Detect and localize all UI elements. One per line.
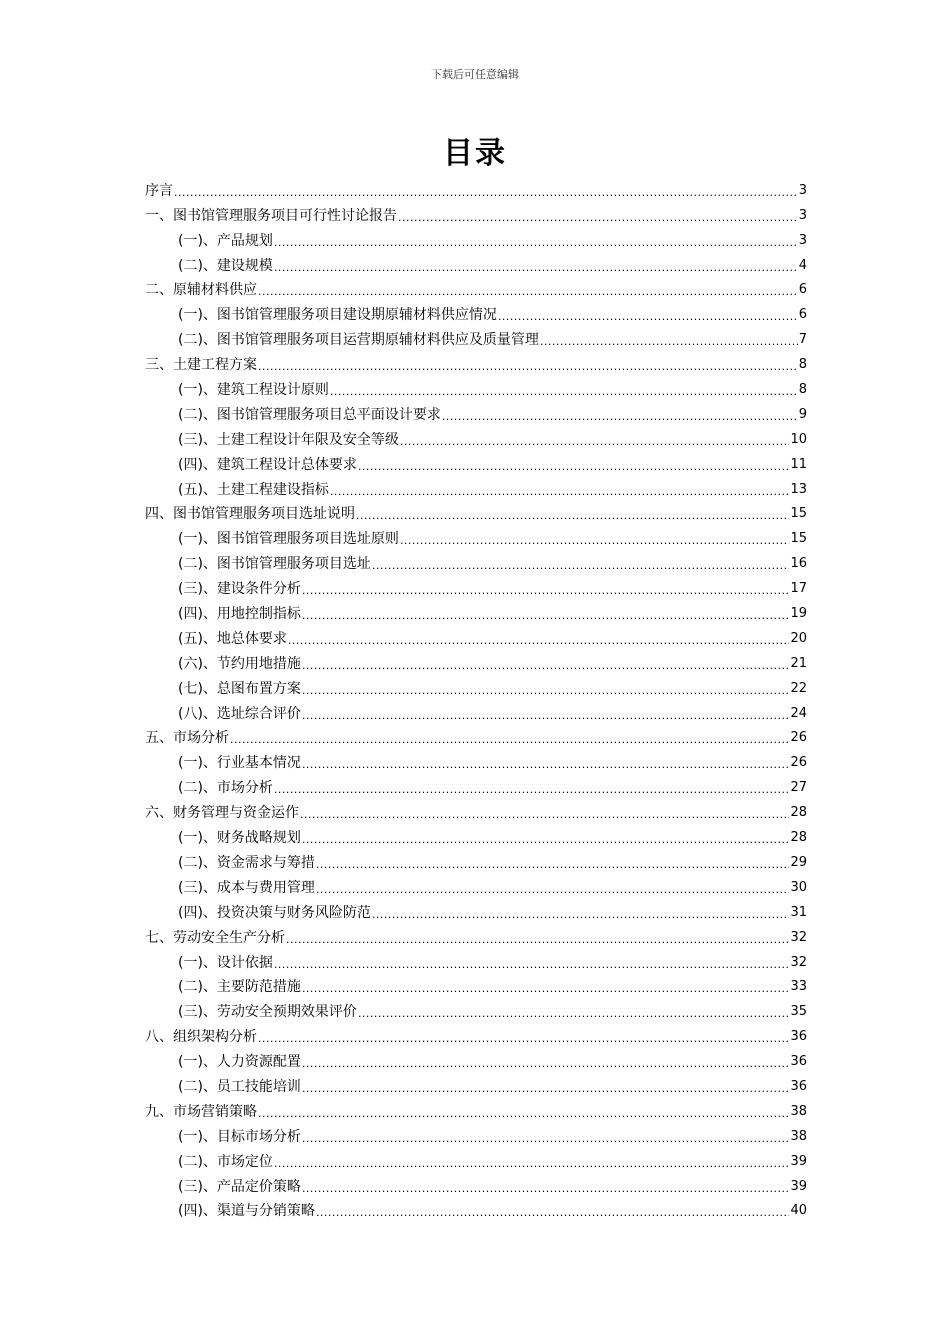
toc-entry-title: 五、市场分析 [145,730,229,747]
toc-entry-page-number: 32 [790,929,807,945]
toc-dot-leader [316,1206,790,1220]
toc-entry-title: (三)、产品定价策略 [178,1178,301,1195]
toc-entry-title: (一)、图书馆管理服务项目选址原则 [178,531,399,548]
toc-entry-page-number: 30 [790,879,807,895]
toc-entry-page-number: 26 [790,730,807,746]
toc-dot-leader [302,758,790,772]
toc-entry-title: (二)、建设规模 [178,257,273,274]
toc-dot-leader [302,1057,790,1071]
toc-entry-page-number: 15 [790,506,807,522]
toc-entry[interactable] [145,996,807,1021]
toc-dot-leader [400,435,790,449]
toc-entry-title: 九、市场营销策略 [145,1103,257,1120]
toc-entry-title: (三)、建设条件分析 [178,581,301,598]
toc-entry-page-number: 21 [790,655,807,671]
toc-entry-page-number: 11 [790,456,807,472]
toc-entry-title: (四)、建筑工程设计总体要求 [178,456,357,473]
toc-entry-page-number: 39 [790,1153,807,1169]
toc-entry-title: (八)、选址综合评价 [178,705,301,722]
toc-entry[interactable] [145,499,807,524]
toc-entry[interactable] [145,1021,807,1046]
toc-entry-page-number: 22 [790,680,807,696]
toc-entry[interactable] [145,474,807,499]
toc-entry[interactable] [145,1096,807,1121]
toc-entry-title: (一)、设计依据 [178,954,273,971]
toc-entry-title: (四)、投资决策与财务风险防范 [178,904,371,921]
toc-entry[interactable] [145,424,807,449]
toc-entry-page-number: 3 [798,232,807,248]
toc-entry[interactable] [145,673,807,698]
toc-entry-page-number: 16 [790,556,807,572]
toc-entry-title: (五)、地总体要求 [178,630,287,647]
toc-entry[interactable] [145,1046,807,1071]
toc-entry[interactable] [145,573,807,598]
toc-entry[interactable] [145,200,807,225]
toc-entry-page-number: 20 [790,630,807,646]
toc-entry-page-number: 19 [790,606,807,622]
toc-dot-leader [358,460,790,474]
toc-entry-title: (三)、成本与费用管理 [178,879,315,896]
toc-entry-page-number: 36 [790,1029,807,1045]
toc-entry[interactable] [145,324,807,349]
toc-entry-title: 序言 [145,182,173,199]
toc-entry-title: (二)、图书馆管理服务项目总平面设计要求 [178,406,441,423]
toc-dot-leader [442,410,798,424]
toc-dot-leader [372,559,790,573]
toc-entry-page-number: 27 [790,780,807,796]
toc-dot-leader [302,684,790,698]
toc-entry-page-number: 38 [790,1103,807,1119]
toc-entry-title: (一)、行业基本情况 [178,755,301,772]
toc-entry[interactable] [145,797,807,822]
toc-entry-title: (二)、资金需求与筹措 [178,854,315,871]
toc-entry[interactable] [145,897,807,922]
table-of-contents [145,175,807,1220]
toc-entry[interactable] [145,299,807,324]
toc-entry[interactable] [145,772,807,797]
toc-entry-title: (一)、图书馆管理服务项目建设期原辅材料供应情况 [178,307,497,324]
toc-entry-page-number: 31 [790,904,807,920]
page-title: 目录 [443,136,507,171]
toc-entry-title: (五)、土建工程建设指标 [178,481,329,498]
toc-entry-title: (一)、产品规划 [178,232,273,249]
toc-entry[interactable] [145,175,807,200]
toc-entry-page-number: 4 [798,257,807,273]
toc-entry-page-number: 29 [790,854,807,870]
toc-entry-title: (三)、土建工程设计年限及安全等级 [178,431,399,448]
toc-entry-title: (二)、员工技能培训 [178,1078,301,1095]
toc-entry-title: (六)、节约用地措施 [178,655,301,672]
toc-entry-page-number: 28 [790,830,807,846]
page-header: 下载后可任意编辑 [431,68,519,81]
toc-dot-leader [230,733,789,747]
toc-entry-page-number: 33 [790,979,807,995]
toc-entry-page-number: 8 [798,357,807,373]
toc-entry-page-number: 35 [790,1004,807,1020]
toc-entry-title: (四)、渠道与分销策略 [178,1203,315,1220]
toc-entry[interactable] [145,972,807,997]
toc-entry-page-number: 36 [790,1078,807,1094]
toc-dot-leader [274,783,790,797]
toc-dot-leader [302,584,790,598]
toc-entry-title: (一)、财务战略规划 [178,830,301,847]
toc-entry-title: (二)、图书馆管理服务项目选址 [178,556,371,573]
toc-entry-page-number: 28 [790,805,807,821]
toc-dot-leader [400,534,790,548]
toc-dot-leader [258,360,798,374]
toc-entry-page-number: 10 [790,431,807,447]
toc-entry[interactable] [145,698,807,723]
toc-entry-page-number: 15 [790,531,807,547]
toc-entry-page-number: 38 [790,1128,807,1144]
toc-entry-title: 八、组织架构分析 [145,1029,257,1046]
toc-dot-leader [286,933,789,947]
toc-entry-title: (一)、目标市场分析 [178,1128,301,1145]
toc-entry-page-number: 26 [790,755,807,771]
toc-dot-leader [300,808,789,822]
toc-entry[interactable] [145,1146,807,1171]
toc-entry[interactable] [145,1071,807,1096]
toc-entry-title: (四)、用地控制指标 [178,606,301,623]
toc-entry[interactable] [145,598,807,623]
toc-entry-page-number: 40 [790,1203,807,1219]
toc-entry[interactable] [145,922,807,947]
toc-entry-title: 一、图书馆管理服务项目可行性讨论报告 [145,207,397,224]
toc-entry[interactable] [145,847,807,872]
toc-entry-title: (七)、总图布置方案 [178,680,301,697]
toc-dot-leader [398,211,798,225]
toc-dot-leader [274,261,798,275]
toc-entry[interactable] [145,349,807,374]
toc-entry-page-number: 8 [798,382,807,398]
toc-entry[interactable] [145,872,807,897]
toc-dot-leader [302,1082,790,1096]
toc-entry-title: (一)、建筑工程设计原则 [178,382,329,399]
toc-dot-leader [274,958,790,972]
toc-entry[interactable] [145,548,807,573]
toc-entry[interactable] [145,225,807,250]
toc-entry-page-number: 6 [798,282,807,298]
toc-entry-title: 七、劳动安全生产分析 [145,929,285,946]
toc-entry-page-number: 17 [790,581,807,597]
toc-dot-leader [274,1157,790,1171]
toc-entry[interactable] [145,747,807,772]
toc-dot-leader [258,1107,789,1121]
toc-entry[interactable] [145,723,807,748]
toc-dot-leader [330,385,798,399]
toc-entry[interactable] [145,399,807,424]
toc-dot-leader [302,609,790,623]
toc-dot-leader [302,1132,790,1146]
toc-entry[interactable] [145,374,807,399]
toc-entry[interactable] [145,623,807,648]
toc-entry-title: (一)、人力资源配置 [178,1054,301,1071]
toc-dot-leader [302,982,790,996]
toc-entry-title: (二)、主要防范措施 [178,979,301,996]
toc-entry-title: 四、图书馆管理服务项目选址说明 [145,506,355,523]
toc-dot-leader [316,883,790,897]
toc-entry-page-number: 32 [790,954,807,970]
toc-dot-leader [540,335,798,349]
toc-entry[interactable] [145,250,807,275]
toc-dot-leader [302,1182,790,1196]
toc-dot-leader [302,833,790,847]
toc-entry-title: (二)、市场分析 [178,780,273,797]
toc-entry[interactable] [145,523,807,548]
toc-dot-leader [498,310,798,324]
toc-dot-leader [274,236,798,250]
toc-dot-leader [258,285,798,299]
toc-entry-page-number: 3 [798,182,807,198]
toc-entry-title: 二、原辅材料供应 [145,282,257,299]
toc-dot-leader [288,634,790,648]
toc-entry[interactable] [145,1171,807,1196]
toc-dot-leader [358,1007,790,1021]
toc-entry[interactable] [145,822,807,847]
toc-entry[interactable] [145,449,807,474]
toc-entry-title: (三)、劳动安全预期效果评价 [178,1004,357,1021]
toc-entry-page-number: 7 [798,332,807,348]
toc-dot-leader [302,709,790,723]
toc-entry-page-number: 9 [798,406,807,422]
toc-dot-leader [258,1032,789,1046]
toc-entry-title: (二)、市场定位 [178,1153,273,1170]
toc-entry-page-number: 6 [798,307,807,323]
toc-entry[interactable] [145,947,807,972]
toc-entry-page-number: 39 [790,1178,807,1194]
toc-entry[interactable] [145,1196,807,1221]
toc-dot-leader [356,509,789,523]
toc-dot-leader [372,908,790,922]
toc-entry[interactable] [145,1121,807,1146]
toc-dot-leader [174,186,798,200]
toc-entry[interactable] [145,275,807,300]
toc-entry-title: 六、财务管理与资金运作 [145,805,299,822]
toc-dot-leader [330,485,790,499]
toc-dot-leader [316,858,790,872]
toc-dot-leader [302,659,790,673]
toc-entry[interactable] [145,648,807,673]
toc-entry-page-number: 36 [790,1054,807,1070]
toc-entry-page-number: 24 [790,705,807,721]
toc-entry-page-number: 3 [798,207,807,223]
toc-entry-title: (二)、图书馆管理服务项目运营期原辅材料供应及质量管理 [178,332,539,349]
toc-entry-page-number: 13 [790,481,807,497]
toc-entry-title: 三、土建工程方案 [145,357,257,374]
